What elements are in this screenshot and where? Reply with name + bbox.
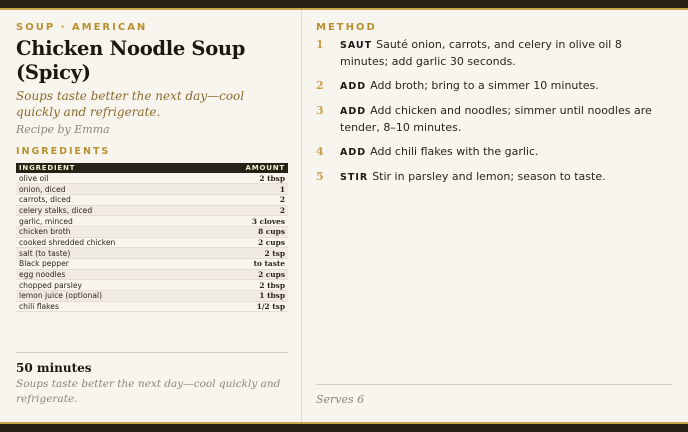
ingredient-amount: 2 tbsp: [204, 173, 288, 184]
step-text: Add chicken and noodles; simmer until noodles are tender, 8–10 minutes.: [340, 104, 652, 134]
ingredients-heading: INGREDIENTS: [16, 146, 111, 157]
step-verb: ADD: [340, 81, 367, 92]
ingredient-row: [16, 269, 288, 280]
ingredient-amount: 2: [204, 194, 288, 205]
storage-note: Soups taste better the next day—cool quickly and refrigerate.: [16, 378, 281, 405]
ingredient-name: garlic, minced: [16, 216, 204, 227]
ingredient-amount: to taste: [204, 259, 288, 270]
step-body: [340, 103, 672, 136]
ingredient-name: chili flakes: [16, 301, 204, 312]
ingredient-amount: 8 cups: [204, 226, 288, 237]
ingredient-amount: 2 tbsp: [204, 280, 288, 291]
step-text: Sauté onion, carrots, and celery in olive oil 8 minutes; add garlic 30 seconds.: [340, 38, 622, 68]
method-step: [316, 144, 672, 161]
ingredient-name: chopped parsley: [16, 280, 204, 291]
right-footer: [316, 384, 672, 406]
step-verb: ADD: [340, 147, 367, 158]
ingredient-amount: 2 tsp: [204, 248, 288, 259]
step-number: 1: [316, 38, 324, 51]
ingredient-amount: 1 tbsp: [204, 291, 288, 302]
right-column: [302, 10, 688, 422]
step-number: 3: [316, 104, 324, 117]
ingredient-name: lemon juice (optional): [16, 291, 204, 302]
recipe-byline: Recipe by Emma: [16, 123, 110, 136]
method-step: [316, 103, 672, 136]
recipe-card: [0, 10, 688, 422]
ingredient-row: [16, 216, 288, 227]
step-text: Add chili flakes with the garlic.: [370, 145, 539, 158]
recipe-title: Chicken Noodle Soup (Spicy): [16, 37, 246, 84]
servings: Serves 6: [316, 393, 365, 406]
method-heading: METHOD: [316, 22, 377, 33]
ingredient-amount: 3 cloves: [204, 216, 288, 227]
ingredient-name: chicken broth: [16, 226, 204, 237]
total-time: 50 minutes: [16, 361, 92, 375]
amount-column-header: AMOUNT: [204, 163, 288, 173]
ingredient-name: cooked shredded chicken: [16, 237, 204, 248]
ingredient-row: [16, 259, 288, 270]
ingredient-row: [16, 173, 288, 184]
step-body: [340, 78, 599, 95]
left-footer: [16, 352, 288, 407]
ingredient-amount: 2: [204, 205, 288, 216]
step-verb: STIR: [340, 172, 369, 183]
step-number: 5: [316, 170, 324, 183]
category-kicker: SOUP · AMERICAN: [16, 22, 148, 33]
step-verb: ADD: [340, 106, 367, 117]
ingredient-amount: 2 cups: [204, 237, 288, 248]
step-body: [340, 37, 672, 70]
method-step: [316, 37, 672, 70]
ingredient-name: salt (to taste): [16, 248, 204, 259]
method-steps: [316, 37, 672, 186]
step-text: Add broth; bring to a simmer 10 minutes.: [370, 79, 599, 92]
step-number: 2: [316, 79, 324, 92]
ingredient-row: [16, 205, 288, 216]
ingredient-row: [16, 226, 288, 237]
recipe-subtitle: Soups taste better the next day—cool quickly and refrigerate.: [16, 89, 245, 119]
ingredient-name: onion, diced: [16, 184, 204, 195]
method-step: [316, 78, 672, 95]
ingredient-row: [16, 248, 288, 259]
ingredient-row: [16, 184, 288, 195]
ingredient-column-header: INGREDIENT: [16, 163, 204, 173]
ingredient-name: carrots, diced: [16, 194, 204, 205]
ingredient-row: [16, 237, 288, 248]
top-border: [0, 0, 688, 8]
step-text: Stir in parsley and lemon; season to taste.: [372, 170, 606, 183]
ingredients-table: [16, 163, 288, 312]
method-step: [316, 169, 672, 186]
ingredient-row: [16, 280, 288, 291]
bottom-border: [0, 424, 688, 432]
ingredient-name: egg noodles: [16, 269, 204, 280]
ingredient-amount: 1/2 tsp: [204, 301, 288, 312]
ingredient-amount: 1: [204, 184, 288, 195]
step-body: [340, 144, 539, 161]
ingredient-name: olive oil: [16, 173, 204, 184]
ingredient-row: [16, 291, 288, 302]
ingredient-name: celery stalks, diced: [16, 205, 204, 216]
step-number: 4: [316, 145, 324, 158]
ingredient-row: [16, 301, 288, 312]
left-column: [0, 10, 302, 422]
ingredients-body: [16, 173, 288, 312]
ingredient-row: [16, 194, 288, 205]
ingredient-amount: 2 cups: [204, 269, 288, 280]
step-body: [340, 169, 606, 186]
step-verb: SAUT: [340, 40, 373, 51]
ingredients-header-row: [16, 163, 288, 173]
ingredient-name: Black pepper: [16, 259, 204, 270]
